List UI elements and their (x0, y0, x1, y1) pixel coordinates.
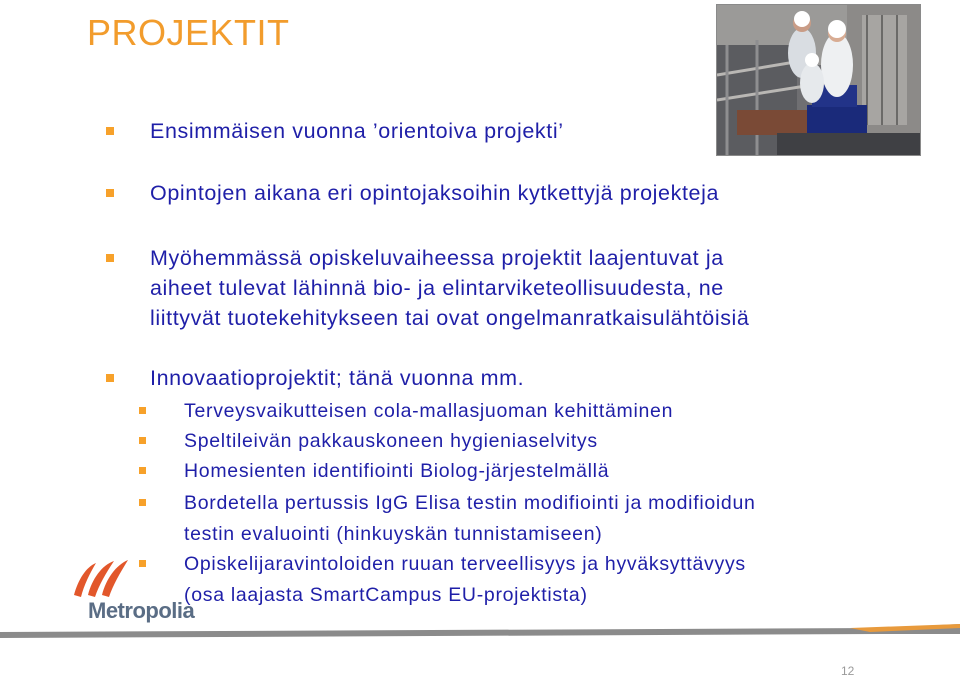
bullet-line: aiheet tulevat lähinnä bio- ja elintarviketeollisuudesta, ne (150, 276, 724, 300)
bullet-line: Opintojen aikana eri opintojaksoihin kytkettyjä projekteja (150, 181, 720, 205)
bullet-line: Myöhemmässä opiskeluvaiheessa projektit laajentuvat ja (150, 246, 724, 270)
sub-bullet-item (184, 396, 673, 427)
sub-bullet-line: (osa laajasta SmartCampus EU-projektista) (184, 583, 588, 606)
footer-divider (0, 622, 960, 644)
factory-photo (716, 4, 921, 156)
sub-bullet-item (184, 549, 746, 610)
bullet-marker (106, 374, 114, 382)
sub-bullet-line: Opiskelijaravintoloiden ruuan terveellisyys ja hyväksyttävyys (184, 553, 746, 575)
sub-bullet-line: Homesienten identifiointi Biolog-järjestelmällä (184, 460, 610, 482)
bullet-line: Ensimmäisen vuonna ’orientoiva projekti’ (150, 119, 564, 143)
bullet-item (150, 243, 750, 333)
sub-bullet-marker (139, 499, 146, 506)
sub-bullet-item (184, 426, 598, 457)
sub-bullet-line: Terveysvaikutteisen cola-mallasjuoman kehittäminen (184, 400, 674, 422)
bullet-item (150, 116, 564, 146)
bullet-marker (106, 127, 114, 135)
sub-bullet-marker (139, 407, 146, 414)
bullet-marker (106, 189, 114, 197)
bullet-item (150, 363, 524, 393)
bullet-line: Innovaatioprojektit; tänä vuonna mm. (150, 366, 525, 390)
bullet-item (150, 178, 719, 208)
sub-bullet-marker (139, 437, 146, 444)
sub-bullet-line: Speltileivän pakkauskoneen hygieniaselvitys (184, 430, 598, 452)
sub-bullet-marker (139, 467, 146, 474)
sub-bullet-item (184, 488, 756, 549)
bullet-line: liittyvät tuotekehitykseen tai ovat ongelmanratkaisulähtöisiä (150, 306, 750, 330)
slide-title: PROJEKTIT (87, 12, 290, 53)
sub-bullet-item (184, 456, 609, 487)
metropolia-logo-text: Metropolia (88, 598, 195, 623)
sub-bullet-line: testin evaluointi (hinkuyskän tunnistamiseen) (184, 522, 603, 545)
factory-photo-image (717, 5, 920, 155)
sub-bullet-line: Bordetella pertussis IgG Elisa testin modifiointi ja modifioidun (184, 492, 756, 514)
bullet-marker (106, 254, 114, 262)
page-number: 12 (841, 664, 855, 678)
